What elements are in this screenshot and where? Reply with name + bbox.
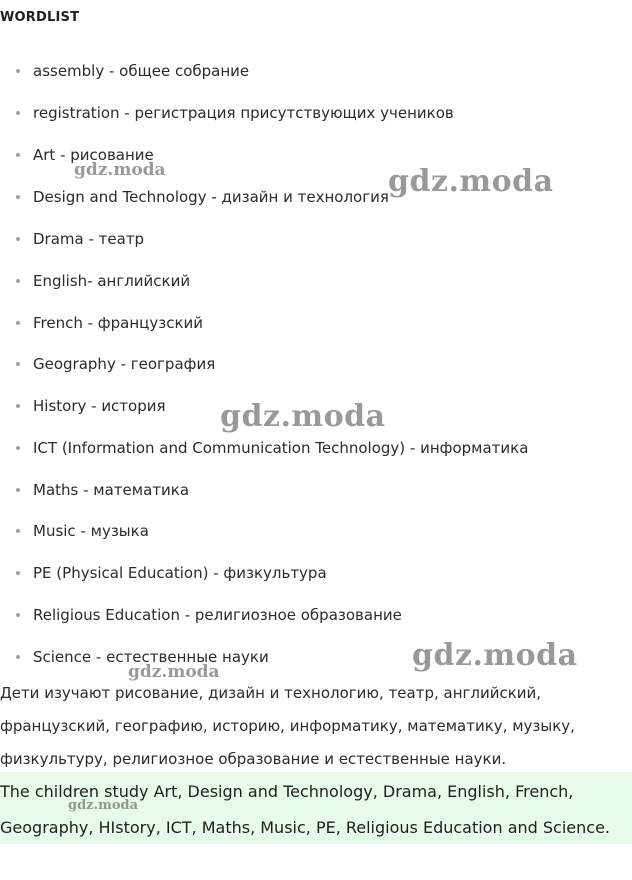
watermark-logo: gdz.moda bbox=[412, 638, 578, 673]
bullet-dot bbox=[16, 404, 20, 408]
bullet-dot bbox=[16, 446, 20, 450]
watermark-logo: gdz.moda bbox=[388, 164, 554, 199]
list-item-text: Geography - география bbox=[33, 355, 216, 373]
bullet-dot bbox=[16, 488, 20, 492]
list-item-text: Art - рисование bbox=[33, 146, 154, 164]
bullet-dot bbox=[16, 69, 20, 73]
list-item-text: assembly - общее собрание bbox=[33, 62, 250, 80]
bullet-dot bbox=[16, 655, 20, 659]
list-item-text: registration - регистрация присутствующих учеников bbox=[33, 104, 454, 122]
bullet-dot bbox=[16, 111, 20, 115]
bullet-dot bbox=[16, 153, 20, 157]
bullet-dot bbox=[16, 237, 20, 241]
list-item-text: History - история bbox=[33, 397, 166, 415]
list-item-text: Religious Education - религиозное образование bbox=[33, 606, 402, 624]
watermark-logo: gdz.moda bbox=[74, 160, 166, 180]
list-item-text: French - французский bbox=[33, 314, 204, 332]
bullet-dot bbox=[16, 613, 20, 617]
list-item-text: Science - естественные науки bbox=[33, 648, 269, 666]
bullet-dot bbox=[16, 529, 20, 533]
wordlist-title: WORDLIST bbox=[0, 10, 80, 25]
list-item-text: English- английский bbox=[33, 272, 191, 290]
list-item-text: Drama - театр bbox=[33, 230, 145, 248]
russian-paragraph: Дети изучают рисование, дизайн и технологию, театр, английский, французский, географию, историю, информатику, математику, музыку, физкультуру, религиозное образование и естественные науки. bbox=[0, 684, 575, 768]
english-paragraph: The children study Art, Design and Technology, Drama, English, French, Geography, HIstory, ICT, Maths, Music, PE, Religious Education and Science. bbox=[0, 782, 610, 837]
list-item-text: ICT (Information and Communication Technology) - информатика bbox=[33, 439, 529, 457]
list-item-text: Design and Technology - дизайн и технология bbox=[33, 188, 389, 206]
watermark-logo: gdz.moda bbox=[220, 399, 386, 434]
watermark-logo: gdz.moda bbox=[128, 662, 220, 682]
watermark-logo: gdz.moda bbox=[68, 798, 139, 813]
bullet-dot bbox=[16, 571, 20, 575]
bullet-dot bbox=[16, 362, 20, 366]
bullet-dot bbox=[16, 195, 20, 199]
english-translation-box bbox=[0, 772, 632, 844]
list-item-text: PE (Physical Education) - физкультура bbox=[33, 564, 327, 582]
list-item-text: Maths - математика bbox=[33, 481, 190, 499]
bullet-dot bbox=[16, 279, 20, 283]
bullet-dot bbox=[16, 321, 20, 325]
list-item-text: Music - музыка bbox=[33, 522, 149, 540]
